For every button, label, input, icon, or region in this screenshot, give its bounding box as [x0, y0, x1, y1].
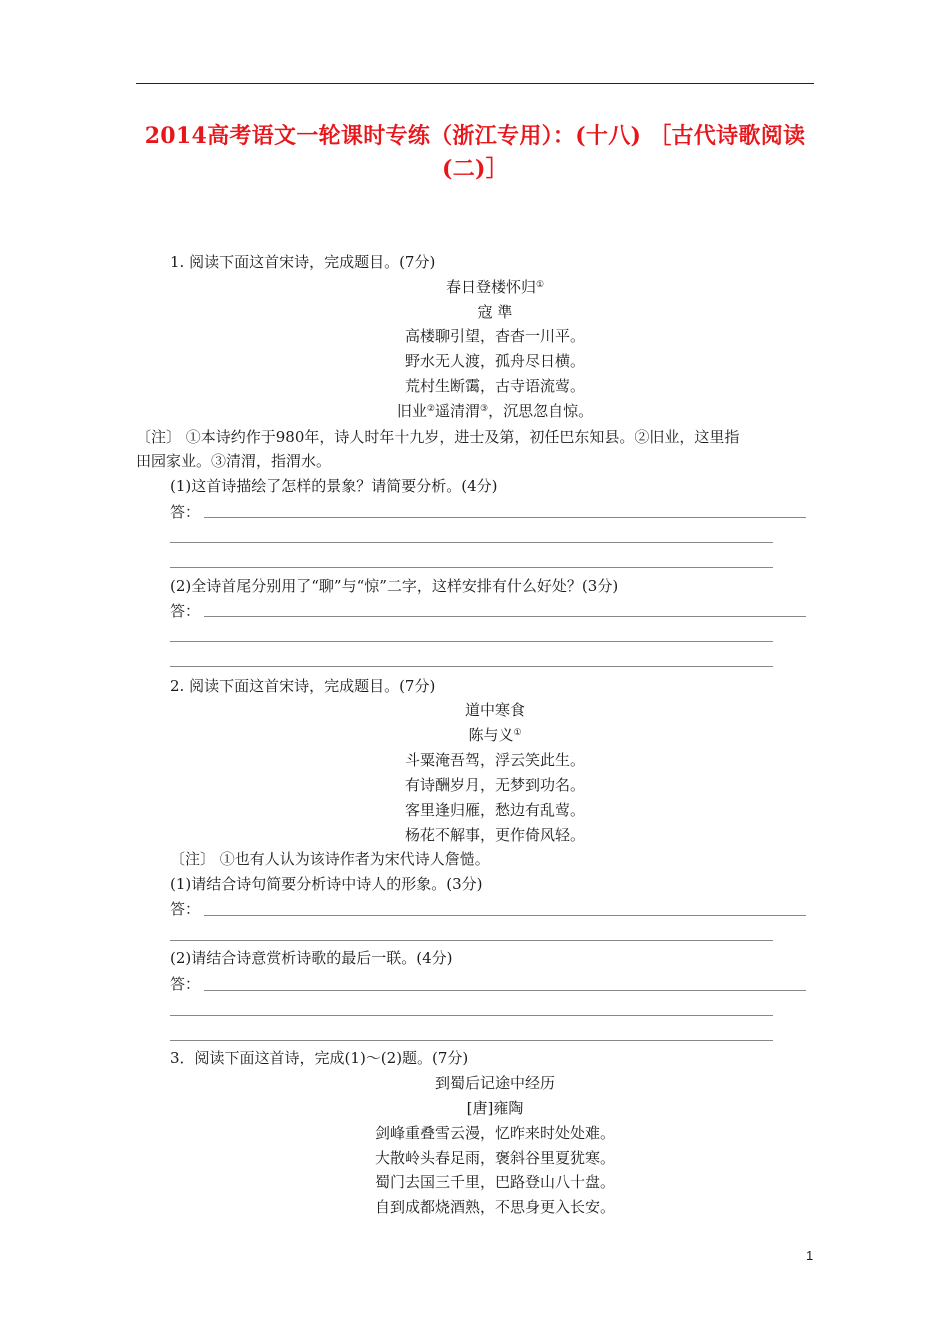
answer-line[interactable] — [170, 567, 773, 568]
answer-line[interactable] — [170, 940, 773, 941]
answer-label: 答： — [170, 503, 201, 521]
q1-poem-line: 荒村生断霭，古寺语流莺。 — [404, 377, 585, 395]
answer-line[interactable] — [204, 915, 806, 916]
answer-line[interactable] — [170, 1015, 773, 1016]
q1-author: 寇 準 — [477, 303, 513, 321]
header-rule — [136, 83, 814, 84]
q1-note-line-2: 田园家业。③清渭，指渭水。 — [136, 452, 332, 470]
q1-poem-line: 野水无人渡，孤舟尽日横。 — [404, 352, 585, 370]
q2-author: 陈与义① — [468, 726, 522, 744]
q3-poem-line: 蜀门去国三千里，巴路登山八十盘。 — [374, 1173, 615, 1191]
answer-label: 答： — [170, 975, 201, 993]
q2-poem-line: 客里逢归雁，愁边有乱莺。 — [404, 801, 585, 819]
q1-poem-title: 春日登楼怀归① — [445, 278, 545, 296]
title-line-2: (二)］ — [441, 156, 509, 182]
q3-poem-line: 剑峰重叠雪云漫，忆昨来时处处难。 — [374, 1124, 615, 1142]
answer-line[interactable] — [170, 1040, 773, 1041]
answer-line[interactable] — [170, 666, 773, 667]
q2-poem-line: 杨花不解事，更作倚风轻。 — [404, 826, 585, 844]
q1-note-line-1: 〔注〕 ①本诗约作于980年，诗人时年十九岁，进士及第，初任巴东知县。②旧业，这里指 — [136, 428, 740, 446]
q1-poem-line: 旧业②遥清渭③，沉思忽自惊。 — [396, 402, 594, 420]
answer-line[interactable] — [170, 641, 773, 642]
page-title — [136, 120, 814, 186]
q1-prompt: 1. 阅读下面这首宋诗，完成题目。(7分) — [170, 253, 436, 271]
q1-sub-question-2: (2)全诗首尾分别用了“聊”与“惊”二字，这样安排有什么好处？(3分) — [170, 577, 619, 595]
q3-prompt: 3．阅读下面这首诗，完成(1)～(2)题。(7分) — [170, 1049, 469, 1067]
answer-label: 答： — [170, 602, 201, 620]
q2-poem-title: 道中寒食 — [464, 701, 525, 719]
answer-line[interactable] — [204, 990, 806, 991]
q2-note: 〔注〕 ①也有人认为该诗作者为宋代诗人詹慥。 — [170, 850, 490, 868]
q2-poem-line: 斗粟淹吾驾，浮云笑此生。 — [404, 751, 585, 769]
page-number: 1 — [806, 1248, 814, 1263]
answer-line[interactable] — [204, 517, 806, 518]
q3-poem-title: 到蜀后记途中经历 — [434, 1074, 555, 1092]
q3-poem-line: 自到成都烧酒熟，不思身更入长安。 — [374, 1198, 615, 1216]
q1-sub-question-1: (1)这首诗描绘了怎样的景象？请简要分析。(4分) — [170, 477, 498, 495]
answer-label: 答： — [170, 900, 201, 918]
answer-line[interactable] — [204, 616, 806, 617]
title-line-1: 2014高考语文一轮课时专练（浙江专用）：(十八) ［古代诗歌阅读 — [144, 123, 806, 149]
q3-poem-line: 大散岭头春足雨，褒斜谷里夏犹寒。 — [374, 1149, 615, 1167]
answer-line[interactable] — [170, 542, 773, 543]
q2-sub-question-1: (1)请结合诗句简要分析诗中诗人的形象。(3分) — [170, 875, 483, 893]
q2-poem-line: 有诗酬岁月，无梦到功名。 — [404, 776, 585, 794]
q2-sub-question-2: (2)请结合诗意赏析诗歌的最后一联。(4分) — [170, 949, 453, 967]
q3-author: [唐]雍陶 — [466, 1099, 524, 1117]
q2-prompt: 2. 阅读下面这首宋诗，完成题目。(7分) — [170, 677, 436, 695]
q1-poem-line: 高楼聊引望，杳杳一川平。 — [404, 327, 585, 345]
